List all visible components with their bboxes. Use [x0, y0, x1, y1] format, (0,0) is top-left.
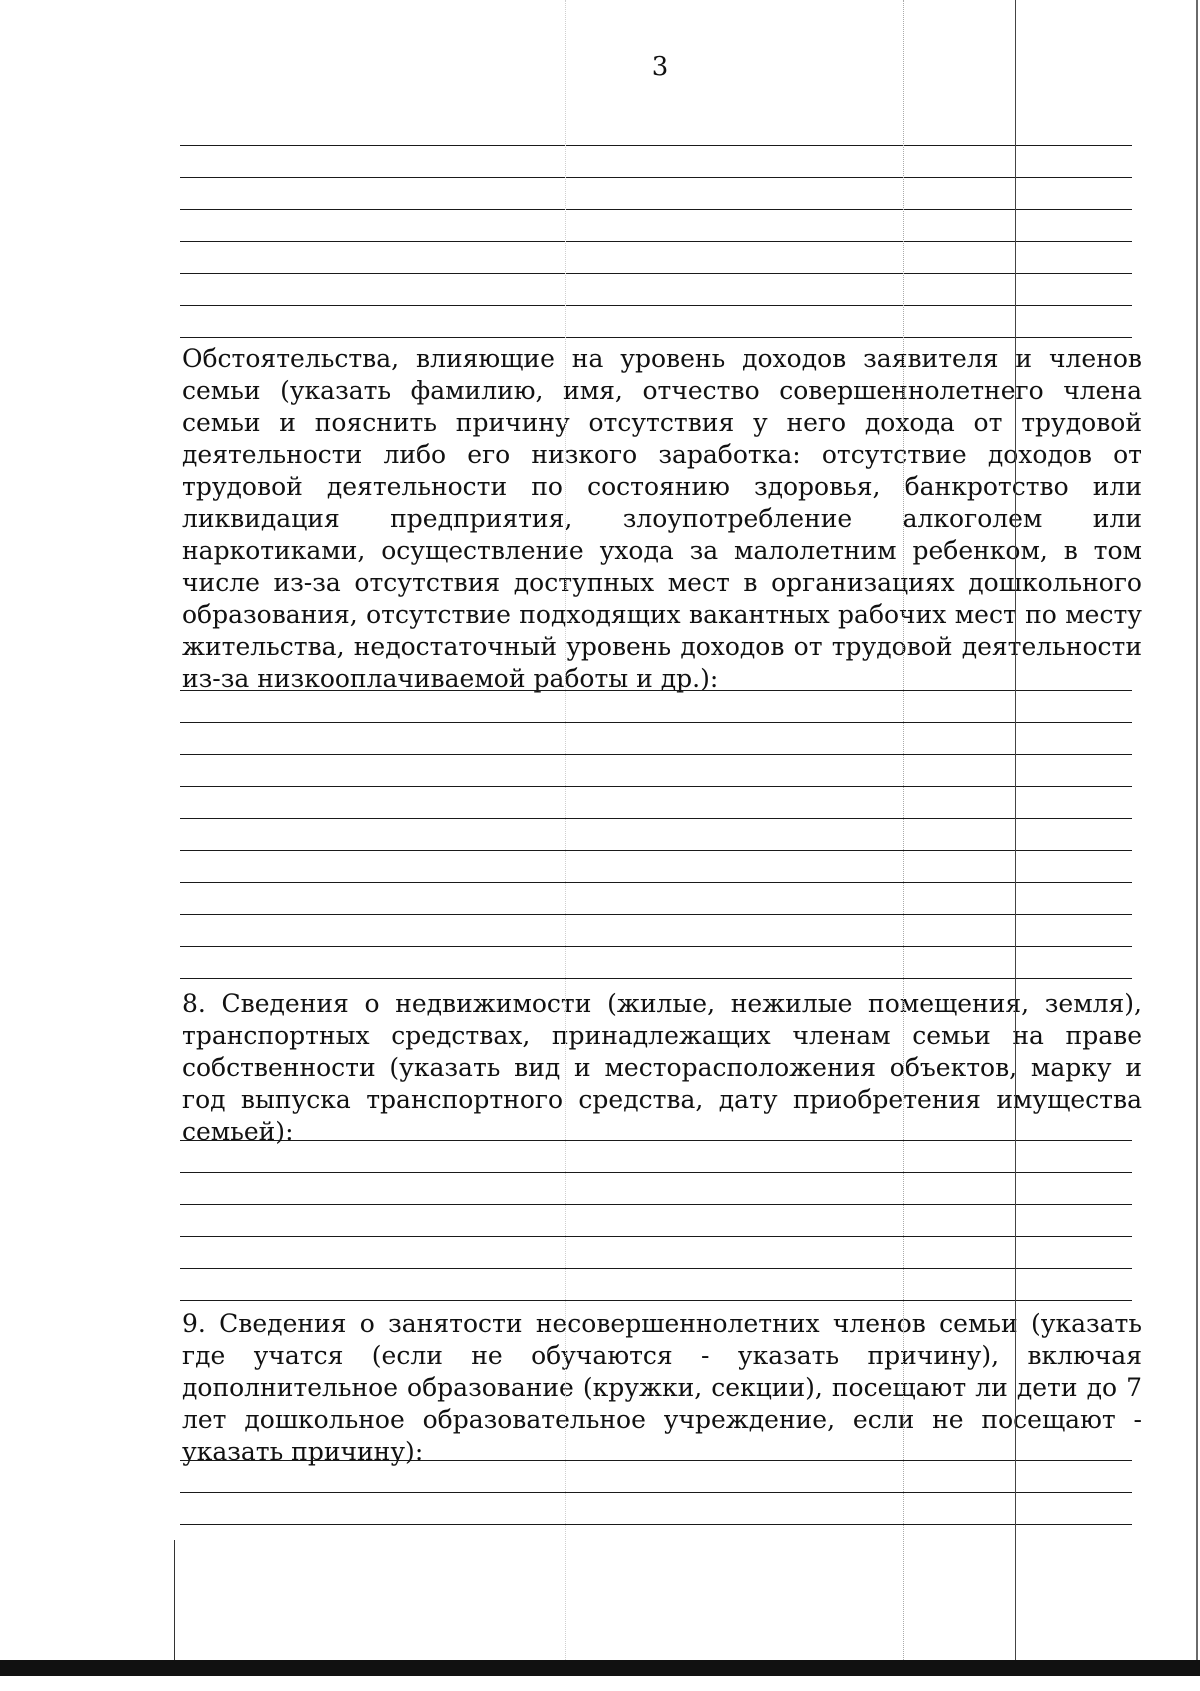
- fill-lines-circumstances: [180, 690, 1132, 990]
- fill-line[interactable]: [180, 882, 1132, 883]
- fill-line[interactable]: [180, 1204, 1132, 1205]
- fill-line[interactable]: [180, 914, 1132, 915]
- fill-lines-top: [180, 145, 1132, 345]
- fill-line[interactable]: [180, 818, 1132, 819]
- fill-line[interactable]: [180, 241, 1132, 242]
- scan-artifact-line: [1015, 0, 1016, 1660]
- scan-artifact-line: [565, 0, 566, 1660]
- section-8: [182, 988, 1142, 1148]
- fill-line[interactable]: [180, 337, 1132, 338]
- fill-line[interactable]: [180, 1236, 1132, 1237]
- fill-line[interactable]: [180, 1524, 1132, 1525]
- fill-line[interactable]: [180, 145, 1132, 146]
- fill-line[interactable]: [180, 177, 1132, 178]
- fill-line[interactable]: [180, 754, 1132, 755]
- section-9-text: 9. Сведения о занятости несовершеннолетних членов семьи (указать где учатся (если не обучаются - указать причину), включая дополнительное образование (кружки, секции), посещают ли дети до 7 лет дошкольное образовательное учреждение, если не посещают - указать причину):: [182, 1309, 1142, 1466]
- fill-line[interactable]: [180, 1268, 1132, 1269]
- fill-line[interactable]: [180, 850, 1132, 851]
- fill-line[interactable]: [180, 273, 1132, 274]
- fill-lines-section-8: [180, 1140, 1132, 1310]
- fill-line[interactable]: [180, 690, 1132, 691]
- scan-bottom-bar: [0, 1660, 1200, 1676]
- section-8-text: 8. Сведения о недвижимости (жилые, нежилые помещения, земля), транспортных средствах, принадлежащих членам семьи на праве собственности (указать вид и месторасположения объектов, марку и год выпуска транспортного средства, дату приобретения имущества семьей):: [182, 989, 1142, 1146]
- scan-right-edge: [1196, 0, 1198, 1660]
- fill-lines-section-9: [180, 1460, 1132, 1530]
- fill-line[interactable]: [180, 786, 1132, 787]
- fill-line[interactable]: [180, 978, 1132, 979]
- fill-line[interactable]: [180, 1492, 1132, 1493]
- fill-line[interactable]: [180, 1172, 1132, 1173]
- scan-artifact-line: [174, 1540, 175, 1660]
- circumstances-text: Обстоятельства, влияющие на уровень доходов заявителя и членов семьи (указать фамилию, имя, отчество совершеннолетнего члена семьи и пояснить причину отсутствия у него дохода от трудовой деятельности либо его низкого заработка: отсутствие доходов от трудовой деятельности по состоянию здоровья, банкротство или ликвидация предприятия, злоупотребление алкоголем или наркотиками, осуществление ухода за малолетним ребенком, в том числе из-за отсутствия доступных мест в организациях дошкольного образования, отсутствие подходящих вакантных рабочих мест по месту жительства, недостаточный уровень доходов от трудовой деятельности из-за низкооплачиваемой работы и др.):: [182, 344, 1142, 693]
- page-number: 3: [651, 52, 669, 82]
- circumstances-section: [182, 343, 1142, 695]
- scan-artifact-line: [903, 0, 904, 1660]
- fill-line[interactable]: [180, 1140, 1132, 1141]
- fill-line[interactable]: [180, 209, 1132, 210]
- fill-line[interactable]: [180, 1460, 1132, 1461]
- section-9: [182, 1308, 1142, 1468]
- fill-line[interactable]: [180, 946, 1132, 947]
- fill-line[interactable]: [180, 722, 1132, 723]
- fill-line[interactable]: [180, 305, 1132, 306]
- fill-line[interactable]: [180, 1300, 1132, 1301]
